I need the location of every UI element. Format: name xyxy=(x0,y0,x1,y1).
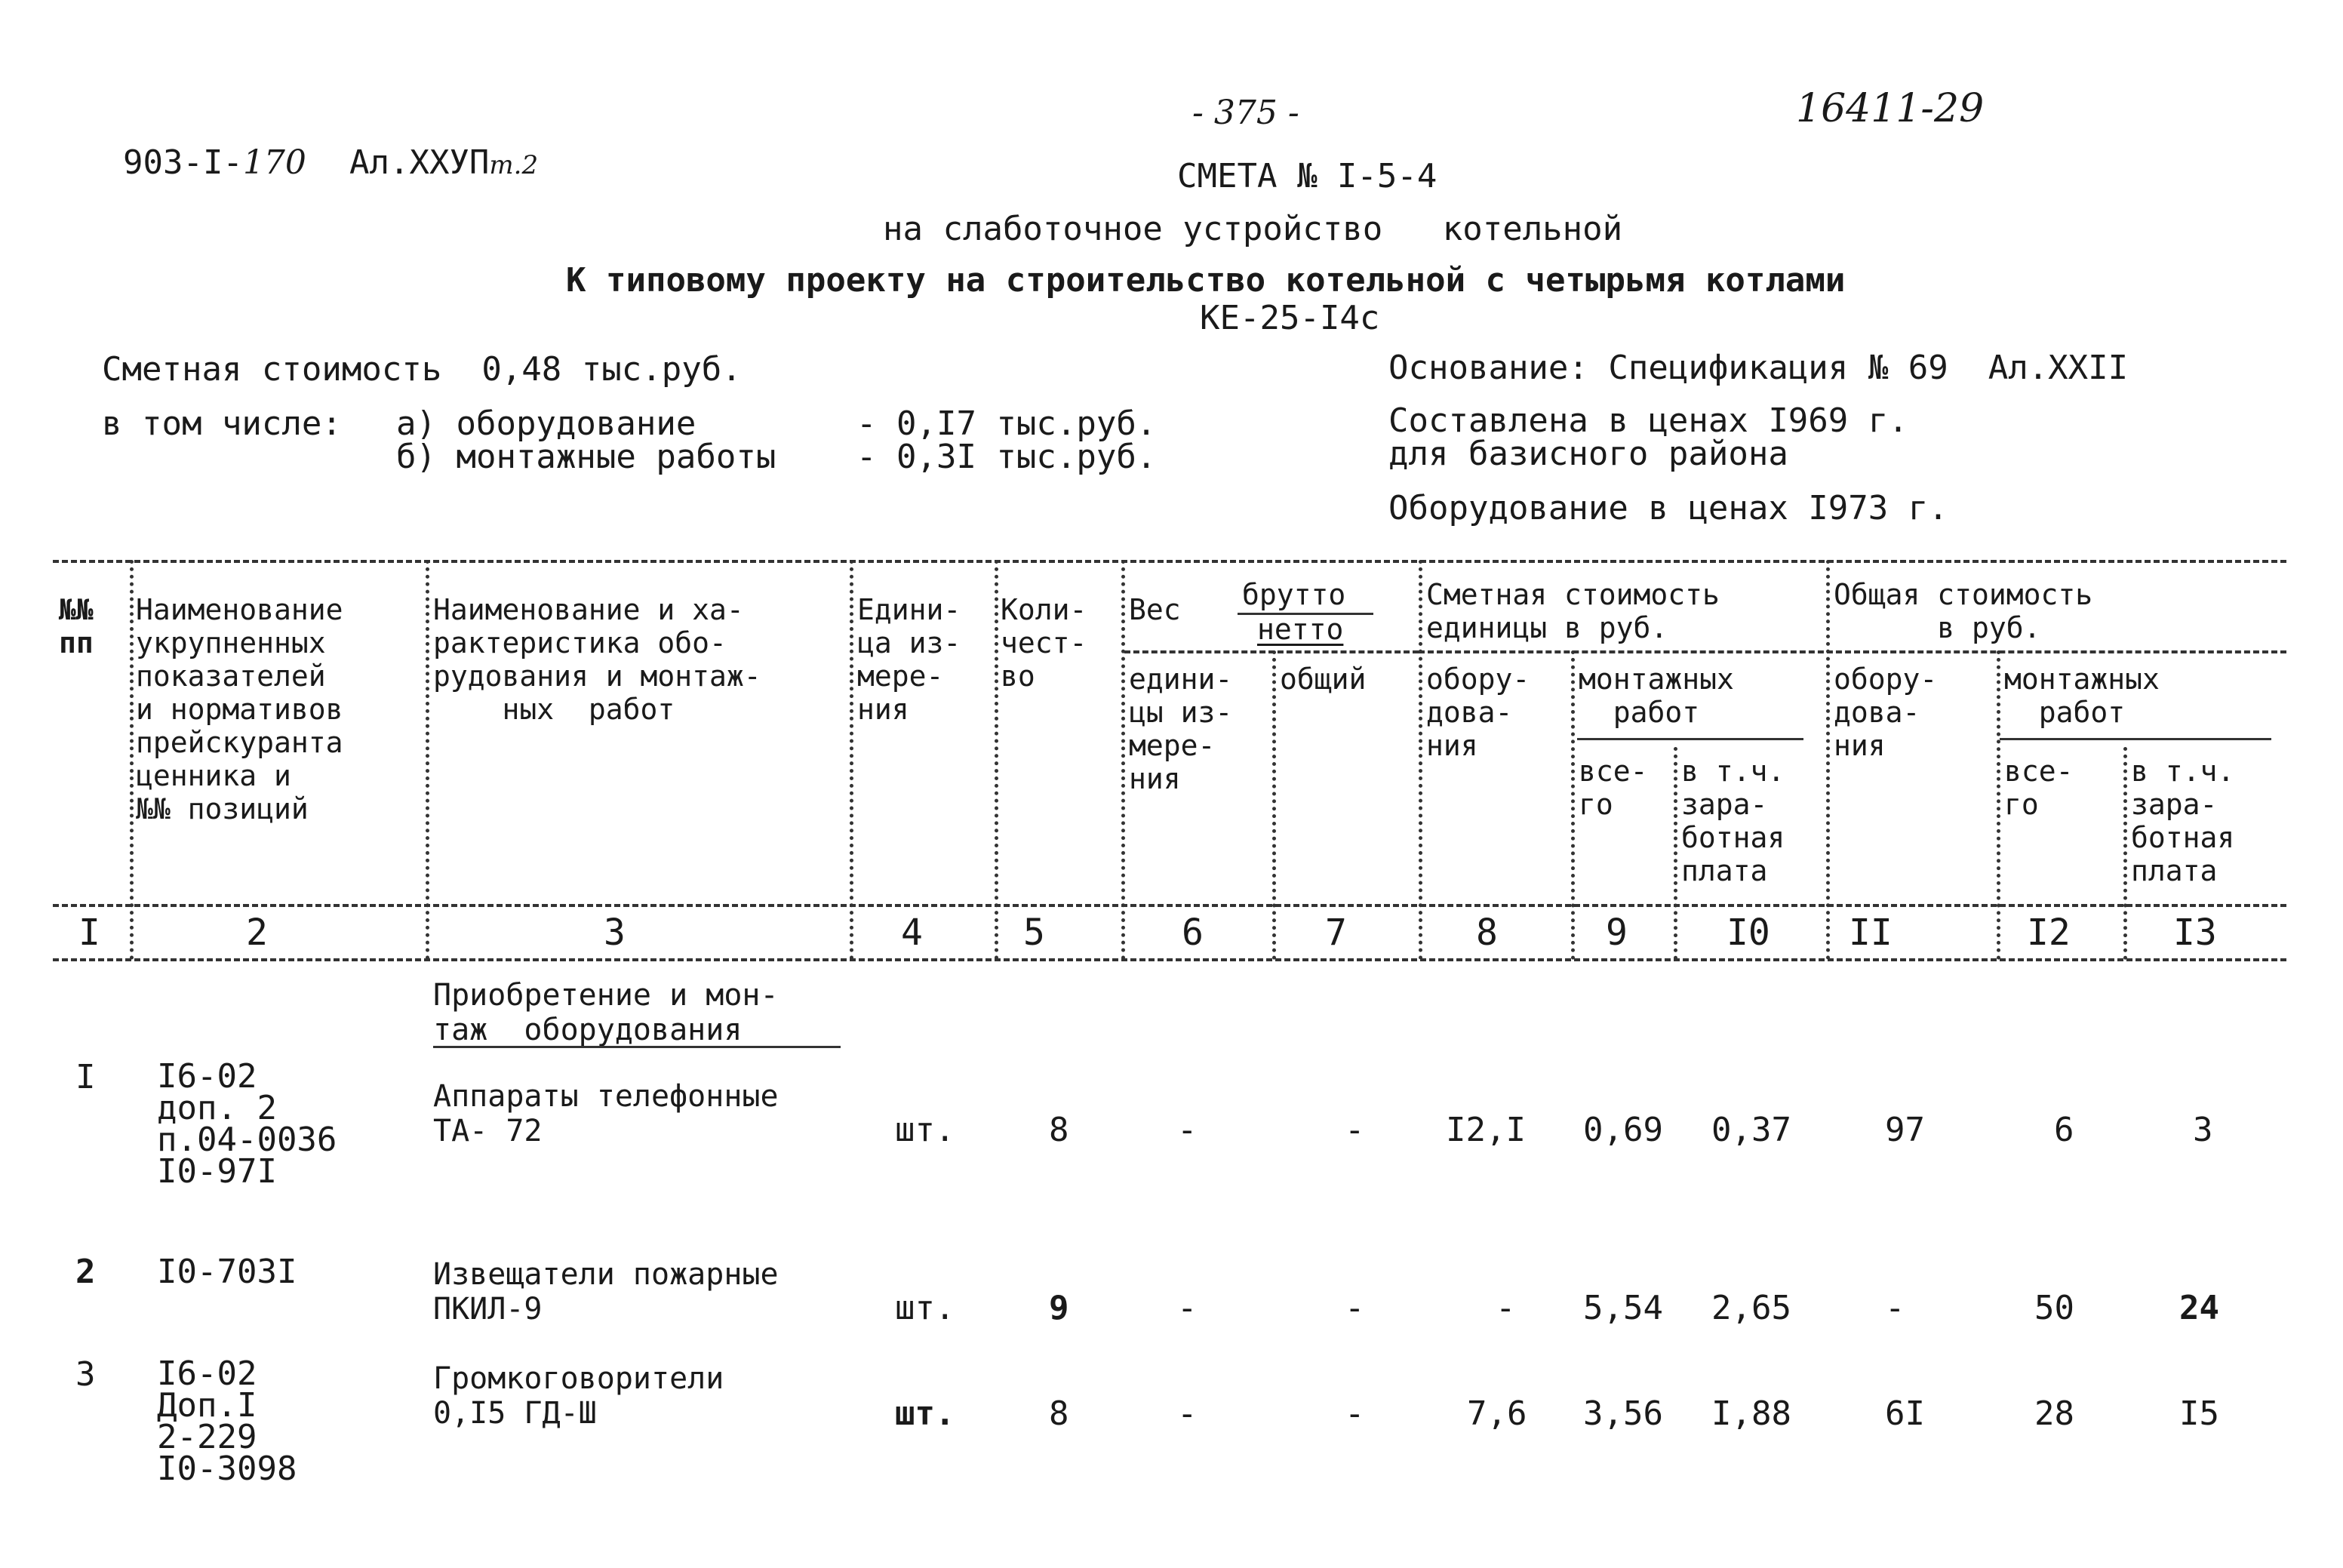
row-1-total-equipment: 97 xyxy=(1885,1111,1925,1149)
col-sep-5 xyxy=(1121,560,1125,960)
col-number-5: 5 xyxy=(1023,912,1045,954)
col-number-9: 9 xyxy=(1606,912,1628,954)
row-1-quantity: 8 xyxy=(1049,1111,1069,1149)
row-2-unit: шт. xyxy=(895,1289,955,1327)
row-3-name: Громкоговорители 0,I5 ГД-Ш xyxy=(433,1361,724,1431)
row-1-number: I xyxy=(75,1058,96,1096)
prices-year-text: Составлена в ценах I969 г. xyxy=(1388,401,1908,440)
title-line-2: К типовому проекту на строительство котельной с четырьмя котлами xyxy=(566,261,1846,300)
col-sep-3 xyxy=(850,560,853,960)
col-number-13: I3 xyxy=(2173,912,2217,954)
col-sep-11 xyxy=(1997,650,2000,960)
row-2-total-equipment: - xyxy=(1885,1289,1905,1327)
estimate-heading: СМЕТА № I-5-4 xyxy=(1177,157,1437,195)
document-code xyxy=(83,113,306,180)
row-2-unit-equipment: - xyxy=(1496,1289,1516,1327)
col-sep-8 xyxy=(1571,650,1575,960)
row-3-unit: шт. xyxy=(895,1394,955,1433)
header-unit: Едини- ца из- мере- ния xyxy=(857,593,961,726)
column-numbers-top-rule xyxy=(53,904,2286,907)
stamp-number: 16411-29 xyxy=(1796,86,1985,131)
row-2-unit-works-wage: 2,65 xyxy=(1711,1289,1791,1327)
row-1-total-works-wage: 3 xyxy=(2193,1111,2213,1149)
row-1-weight-total: - xyxy=(1345,1111,1365,1149)
col-number-4: 4 xyxy=(901,912,923,954)
col-sep-9 xyxy=(1674,747,1677,960)
col-sep-12 xyxy=(2123,747,2127,960)
header-unit-works: монтажных работ xyxy=(1579,663,1734,729)
row-3-unit-works-all: 3,56 xyxy=(1583,1394,1663,1433)
col-sep-7 xyxy=(1419,560,1422,960)
header-brutto: брутто xyxy=(1242,578,1346,611)
header-total-works-all: все- го xyxy=(2004,755,2074,821)
row-1-total-works-all: 6 xyxy=(2054,1111,2074,1149)
col-number-10: I0 xyxy=(1727,912,1770,954)
cost-sub-rule xyxy=(1419,650,2286,653)
equipment-label: а) оборудование xyxy=(396,404,696,443)
document-code-handwritten: 170 xyxy=(242,143,306,182)
section-title-underline xyxy=(433,1046,841,1048)
row-1-unit-equipment: I2,I xyxy=(1446,1111,1526,1149)
col-number-8: 8 xyxy=(1476,912,1498,954)
table-top-rule xyxy=(53,560,2286,563)
row-3-total-works-all: 28 xyxy=(2034,1394,2074,1433)
including-label: в том числе: xyxy=(102,404,342,443)
total-works-underline xyxy=(2000,738,2271,740)
row-1-unit: шт. xyxy=(895,1111,955,1149)
row-2-code: I0-703I xyxy=(157,1253,297,1291)
section-title: Приобретение и мон- таж оборудования xyxy=(433,978,779,1047)
row-3-weight-total: - xyxy=(1345,1394,1365,1433)
header-weight: Вес xyxy=(1129,593,1181,626)
row-3-total-works-wage: I5 xyxy=(2179,1394,2219,1433)
installation-label: б) монтажные работы xyxy=(396,438,776,476)
row-2-unit-works-all: 5,54 xyxy=(1583,1289,1663,1327)
page-number: - 375 - xyxy=(1192,94,1299,132)
row-2-quantity: 9 xyxy=(1049,1289,1069,1327)
row-2-weight-total: - xyxy=(1345,1289,1365,1327)
base-region-text: для базисного района xyxy=(1388,435,1788,473)
col-sep-10 xyxy=(1826,560,1830,960)
col-sep-4 xyxy=(995,560,998,960)
header-weight-total: общий xyxy=(1280,663,1367,696)
col-sep-1 xyxy=(130,560,134,960)
title-line-3: КЕ-25-I4с xyxy=(1200,299,1380,337)
col-number-6: 6 xyxy=(1182,912,1204,954)
header-norms: Наименование укрупненных показателей и нормативов прейскуранта ценника и №№ позиций xyxy=(136,593,343,826)
header-row-number: №№ пп xyxy=(59,593,94,659)
row-3-code: I6-02 Доп.I 2-229 I0-3098 xyxy=(157,1354,297,1488)
col-number-2: 2 xyxy=(246,912,268,954)
album-printed: Ал.XXУП xyxy=(349,143,490,182)
row-1-unit-works-wage: 0,37 xyxy=(1711,1111,1791,1149)
album-handwritten: т.2 xyxy=(489,150,539,180)
row-1-name: Аппараты телефонные ТА- 72 xyxy=(433,1079,779,1148)
header-unit-equipment: обору- дова- ния xyxy=(1426,663,1530,762)
col-number-1: I xyxy=(78,912,100,954)
row-2-name: Извещатели пожарные ПКИЛ-9 xyxy=(433,1257,779,1327)
row-3-quantity: 8 xyxy=(1049,1394,1069,1433)
col-number-12: I2 xyxy=(2027,912,2071,954)
header-name: Наименование и ха- рактеристика обо- рудования и монтаж- ных работ xyxy=(433,593,761,726)
row-2-total-works-wage: 24 xyxy=(2179,1289,2219,1327)
header-quantity: Коли- чест- во xyxy=(1001,593,1087,693)
col-number-7: 7 xyxy=(1325,912,1347,954)
header-weight-unit: едини- цы из- мере- ния xyxy=(1129,663,1233,795)
row-2-weight-unit: - xyxy=(1177,1289,1198,1327)
header-unit-cost: Сметная стоимость единицы в руб. xyxy=(1426,578,1720,644)
album-reference xyxy=(309,113,538,180)
column-numbers-bottom-rule xyxy=(53,958,2286,961)
header-total-equipment: обору- дова- ния xyxy=(1834,663,1938,762)
col-sep-6 xyxy=(1272,650,1276,960)
row-3-weight-unit: - xyxy=(1177,1394,1198,1433)
row-1-weight-unit: - xyxy=(1177,1111,1198,1149)
header-unit-works-all: все- го xyxy=(1579,755,1648,821)
col-sep-2 xyxy=(426,560,429,960)
row-3-unit-equipment: 7,6 xyxy=(1467,1394,1527,1433)
row-2-number: 2 xyxy=(75,1253,96,1291)
col-number-3: 3 xyxy=(604,912,626,954)
row-1-code: I6-02 доп. 2 п.04-0036 I0-97I xyxy=(157,1057,337,1191)
header-total-works-wage: в т.ч. зара- ботная плата xyxy=(2131,755,2235,887)
row-3-unit-works-wage: I,88 xyxy=(1711,1394,1791,1433)
row-2-total-works-all: 50 xyxy=(2034,1289,2074,1327)
equipment-prices-text: Оборудование в ценах I973 г. xyxy=(1388,489,1948,527)
row-1-unit-works-all: 0,69 xyxy=(1583,1111,1663,1149)
header-netto: нетто xyxy=(1257,613,1344,646)
header-total-cost: Общая стоимость в руб. xyxy=(1834,578,2093,644)
installation-value: - 0,3I тыс.руб. xyxy=(856,438,1157,476)
document-code-printed: 903-I- xyxy=(122,143,243,182)
title-line-1: на слаботочное устройство котельной xyxy=(883,210,1623,248)
header-total-works: монтажных работ xyxy=(2004,663,2160,729)
unit-works-underline xyxy=(1577,738,1803,740)
row-3-total-equipment: 6I xyxy=(1885,1394,1925,1433)
weight-sub-rule xyxy=(1124,650,1419,653)
basis-text: Основание: Спецификация № 69 Ал.XXII xyxy=(1388,349,2129,387)
equipment-value: - 0,I7 тыс.руб. xyxy=(856,404,1157,443)
estimated-cost: Сметная стоимость 0,48 тыс.руб. xyxy=(102,350,742,389)
header-unit-works-wage: в т.ч. зара- ботная плата xyxy=(1681,755,1785,887)
col-number-11: II xyxy=(1849,912,1893,954)
row-3-number: 3 xyxy=(75,1355,96,1394)
